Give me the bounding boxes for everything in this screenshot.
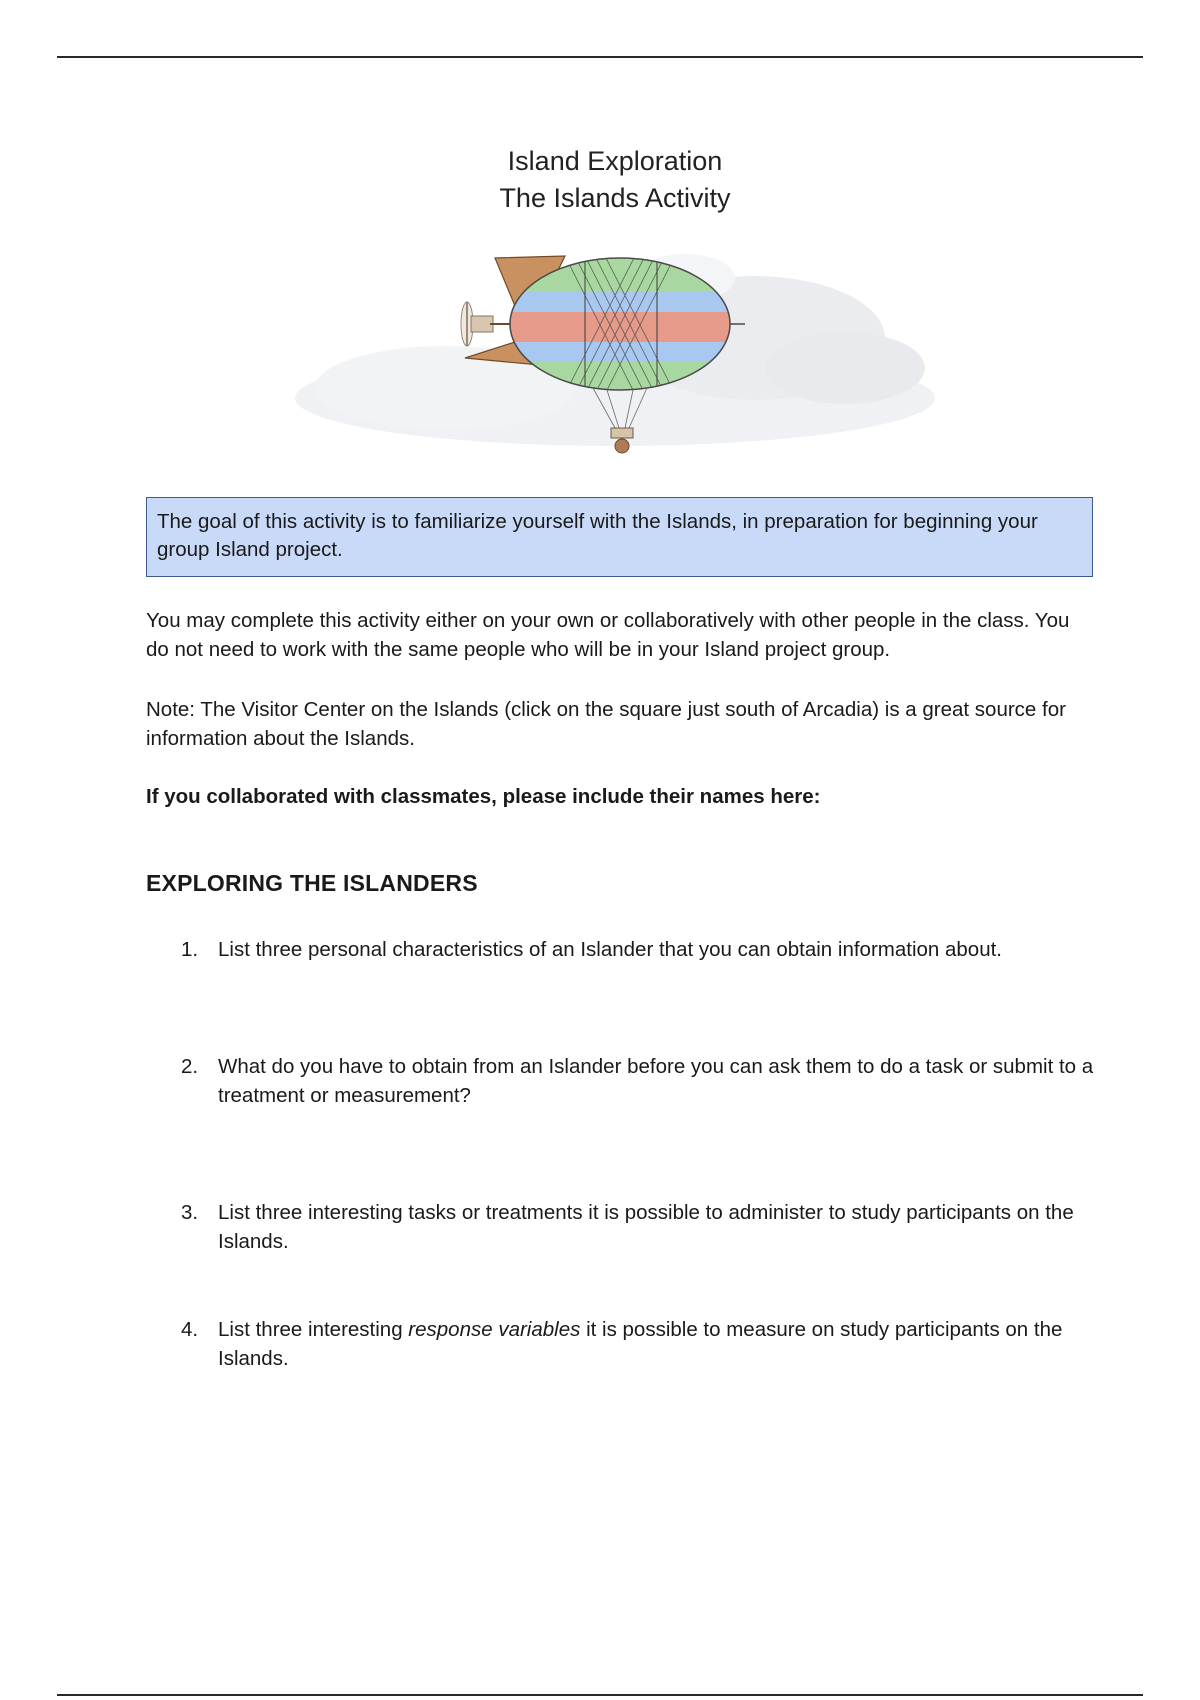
page-subtitle: The Islands Activity xyxy=(499,183,731,213)
question-number: 1. xyxy=(181,938,199,961)
question-number: 4. xyxy=(181,1318,199,1341)
propeller-icon xyxy=(461,302,493,346)
bottom-rule xyxy=(57,1694,1143,1696)
question-text xyxy=(218,1315,1106,1373)
collaboration-paragraph: You may complete this activity either on your own or collaboratively with other people in the class. You do not need to work with the same people who will be in your Island project group. xyxy=(146,609,1070,661)
top-rule xyxy=(57,56,1143,58)
question-text: What do you have to obtain from an Islander before you can ask them to do a task or submit to a treatment or measurement? xyxy=(218,1055,1094,1107)
page-title: Island Exploration xyxy=(507,146,723,176)
question-number: 2. xyxy=(181,1055,199,1078)
collaborator-names-prompt: If you collaborated with classmates, please include their names here: xyxy=(146,785,821,808)
note-paragraph: Note: The Visitor Center on the Islands (click on the square just south of Arcadia) is a great source for information about the Islands. xyxy=(146,698,1066,750)
title-block xyxy=(0,143,1200,217)
question-text: List three personal characteristics of an Islander that you can obtain information about. xyxy=(218,938,1003,961)
basket-icon xyxy=(611,428,633,438)
question-text: List three interesting tasks or treatments it is possible to administer to study participants on the Islands. xyxy=(218,1201,1074,1253)
question-number: 3. xyxy=(181,1201,199,1224)
question-text-emphasis: response variables xyxy=(408,1318,581,1341)
question-text-after: it is possible to measure on study participants on the Islands. xyxy=(218,1318,1063,1370)
airship-illustration xyxy=(285,238,935,470)
goal-callout: The goal of this activity is to familiarize yourself with the Islands, in preparation for beginning your group Island project. xyxy=(146,497,1093,577)
question-text-before: List three interesting xyxy=(218,1318,409,1341)
section-heading: EXPLORING THE ISLANDERS xyxy=(146,870,478,896)
